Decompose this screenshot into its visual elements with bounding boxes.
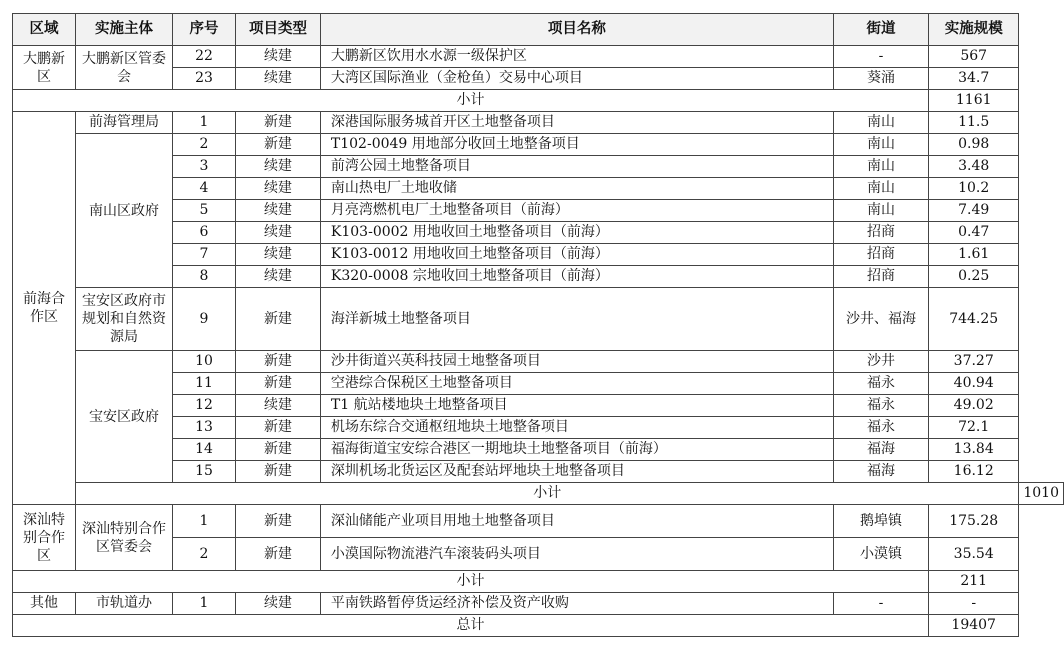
name-cell: 深港国际服务城首开区土地整备项目 — [320, 112, 833, 134]
number-cell: 1 — [172, 593, 235, 615]
type-cell: 新建 — [236, 417, 321, 439]
entity-cell: 大鹏新区管委会 — [76, 46, 173, 90]
type-cell: 续建 — [236, 266, 321, 288]
scale-cell: 72.1 — [929, 417, 1019, 439]
subtotal-value: 1161 — [929, 90, 1019, 112]
scale-cell: 37.27 — [929, 351, 1019, 373]
type-cell: 续建 — [236, 222, 321, 244]
street-cell: 南山 — [833, 178, 928, 200]
street-cell: 招商 — [833, 244, 928, 266]
total-row — [13, 615, 1064, 637]
table-row — [13, 593, 1064, 615]
type-cell: 新建 — [236, 373, 321, 395]
scale-cell: 13.84 — [929, 439, 1019, 461]
header-row — [13, 14, 1064, 46]
entity-cell: 南山区政府 — [76, 134, 173, 288]
table-row — [13, 134, 1064, 156]
street-cell: 沙井、福海 — [833, 288, 928, 351]
subtotal-label: 小计 — [13, 571, 929, 593]
street-cell: 福永 — [833, 373, 928, 395]
scale-cell: 1.61 — [929, 244, 1019, 266]
scale-cell: 175.28 — [929, 505, 1019, 538]
street-cell: 葵涌 — [833, 68, 928, 90]
header-entity: 实施主体 — [76, 14, 173, 46]
number-cell: 6 — [172, 222, 235, 244]
scale-cell: 10.2 — [929, 178, 1019, 200]
street-cell: 沙井 — [833, 351, 928, 373]
name-cell: 福海街道宝安综合港区一期地块土地整备项目（前海） — [320, 439, 833, 461]
street-cell: 小漠镇 — [833, 538, 928, 571]
name-cell: 南山热电厂土地收储 — [320, 178, 833, 200]
number-cell: 14 — [172, 439, 235, 461]
entity-cell: 宝安区政府市规划和自然资源局 — [76, 288, 173, 351]
type-cell: 续建 — [236, 244, 321, 266]
scale-cell: 34.7 — [929, 68, 1019, 90]
scale-cell: 567 — [929, 46, 1019, 68]
street-cell: 南山 — [833, 134, 928, 156]
subtotal-label: 小计 — [13, 90, 929, 112]
number-cell: 23 — [172, 68, 235, 90]
name-cell: 大湾区国际渔业（金枪鱼）交易中心项目 — [320, 68, 833, 90]
scale-cell: 35.54 — [929, 538, 1019, 571]
scale-cell: 11.5 — [929, 112, 1019, 134]
table-row — [13, 505, 1064, 538]
name-cell: 深汕储能产业项目用地土地整备项目 — [320, 505, 833, 538]
region-cell: 深汕特别合作区 — [13, 505, 76, 571]
type-cell: 续建 — [236, 156, 321, 178]
number-cell: 12 — [172, 395, 235, 417]
name-cell: 月亮湾燃机电厂土地整备项目（前海） — [320, 200, 833, 222]
entity-cell: 宝安区政府 — [76, 351, 173, 483]
entity-cell: 前海管理局 — [76, 112, 173, 134]
number-cell: 1 — [172, 112, 235, 134]
header-scale: 实施规模 — [929, 14, 1019, 46]
street-cell: 福海 — [833, 461, 928, 483]
type-cell: 续建 — [236, 395, 321, 417]
header-street: 街道 — [833, 14, 928, 46]
scale-cell: 7.49 — [929, 200, 1019, 222]
subtotal-row — [13, 483, 1064, 505]
number-cell: 15 — [172, 461, 235, 483]
number-cell: 11 — [172, 373, 235, 395]
table-row — [13, 112, 1064, 134]
type-cell: 新建 — [236, 439, 321, 461]
name-cell: 机场东综合交通枢纽地块土地整备项目 — [320, 417, 833, 439]
street-cell: - — [833, 593, 928, 615]
scale-cell: 16.12 — [929, 461, 1019, 483]
table-row — [13, 46, 1064, 68]
type-cell: 续建 — [236, 200, 321, 222]
name-cell: T1 航站楼地块土地整备项目 — [320, 395, 833, 417]
number-cell: 9 — [172, 288, 235, 351]
name-cell: T102-0049 用地部分收回土地整备项目 — [320, 134, 833, 156]
street-cell: 招商 — [833, 266, 928, 288]
entity-cell: 市轨道办 — [76, 593, 173, 615]
name-cell: 小漠国际物流港汽车滚装码头项目 — [320, 538, 833, 571]
subtotal-row — [13, 571, 1064, 593]
number-cell: 5 — [172, 200, 235, 222]
name-cell: K103-0012 用地收回土地整备项目（前海） — [320, 244, 833, 266]
street-cell: 福永 — [833, 395, 928, 417]
number-cell: 22 — [172, 46, 235, 68]
header-project-type: 项目类型 — [236, 14, 321, 46]
header-region: 区域 — [13, 14, 76, 46]
street-cell: 招商 — [833, 222, 928, 244]
type-cell: 新建 — [236, 351, 321, 373]
name-cell: 前湾公园土地整备项目 — [320, 156, 833, 178]
street-cell: - — [833, 46, 928, 68]
street-cell: 南山 — [833, 156, 928, 178]
number-cell: 2 — [172, 538, 235, 571]
type-cell: 新建 — [236, 112, 321, 134]
number-cell: 1 — [172, 505, 235, 538]
street-cell: 鹅埠镇 — [833, 505, 928, 538]
subtotal-label: 小计 — [76, 483, 1019, 505]
type-cell: 续建 — [236, 68, 321, 90]
number-cell: 10 — [172, 351, 235, 373]
number-cell: 7 — [172, 244, 235, 266]
street-cell: 福海 — [833, 439, 928, 461]
subtotal-value: 1010 — [1019, 483, 1064, 505]
type-cell: 续建 — [236, 593, 321, 615]
total-value: 19407 — [929, 615, 1019, 637]
name-cell: K103-0002 用地收回土地整备项目（前海） — [320, 222, 833, 244]
name-cell: 大鹏新区饮用水水源一级保护区 — [320, 46, 833, 68]
number-cell: 8 — [172, 266, 235, 288]
header-project-name: 项目名称 — [320, 14, 833, 46]
scale-cell: 744.25 — [929, 288, 1019, 351]
region-cell: 其他 — [13, 593, 76, 615]
region-cell: 大鹏新区 — [13, 46, 76, 90]
scale-cell: 0.25 — [929, 266, 1019, 288]
table-row — [13, 351, 1064, 373]
name-cell: 海洋新城土地整备项目 — [320, 288, 833, 351]
type-cell: 续建 — [236, 46, 321, 68]
number-cell: 13 — [172, 417, 235, 439]
type-cell: 续建 — [236, 178, 321, 200]
subtotal-value: 211 — [929, 571, 1019, 593]
subtotal-row — [13, 90, 1064, 112]
name-cell: 空港综合保税区土地整备项目 — [320, 373, 833, 395]
number-cell: 4 — [172, 178, 235, 200]
type-cell: 新建 — [236, 134, 321, 156]
scale-cell: 40.94 — [929, 373, 1019, 395]
scale-cell: - — [929, 593, 1019, 615]
type-cell: 新建 — [236, 288, 321, 351]
scale-cell: 49.02 — [929, 395, 1019, 417]
total-label: 总计 — [13, 615, 929, 637]
street-cell: 福永 — [833, 417, 928, 439]
name-cell: 平南铁路暂停货运经济补偿及资产收购 — [320, 593, 833, 615]
type-cell: 新建 — [236, 505, 321, 538]
header-number: 序号 — [172, 14, 235, 46]
scale-cell: 3.48 — [929, 156, 1019, 178]
entity-cell: 深汕特别合作区管委会 — [76, 505, 173, 571]
name-cell: K320-0008 宗地收回土地整备项目（前海） — [320, 266, 833, 288]
name-cell: 深圳机场北货运区及配套站坪地块土地整备项目 — [320, 461, 833, 483]
table-row — [13, 288, 1064, 351]
street-cell: 南山 — [833, 112, 928, 134]
scale-cell: 0.98 — [929, 134, 1019, 156]
number-cell: 2 — [172, 134, 235, 156]
type-cell: 新建 — [236, 538, 321, 571]
scale-cell: 0.47 — [929, 222, 1019, 244]
land-consolidation-table — [12, 13, 1064, 637]
name-cell: 沙井街道兴英科技园土地整备项目 — [320, 351, 833, 373]
street-cell: 南山 — [833, 200, 928, 222]
number-cell: 3 — [172, 156, 235, 178]
region-cell: 前海合作区 — [13, 112, 76, 505]
type-cell: 新建 — [236, 461, 321, 483]
